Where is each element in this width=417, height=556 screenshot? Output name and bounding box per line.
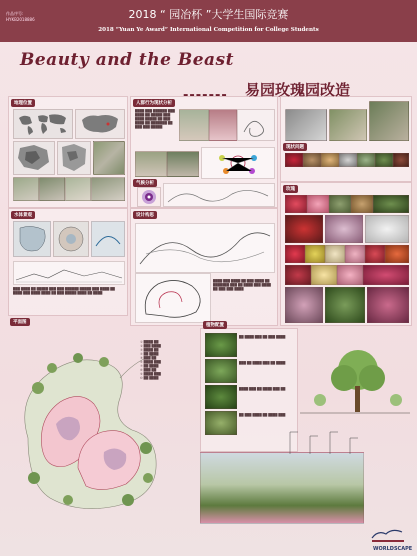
rose-sketch — [237, 109, 275, 141]
tree-illustration — [300, 340, 410, 426]
plant-photo-3 — [205, 385, 237, 409]
water-section-sketch — [13, 261, 125, 285]
flower-thumb-5 — [357, 153, 375, 167]
rose-photo-4 — [351, 195, 373, 213]
site-photo-5 — [329, 109, 367, 141]
people-photo-2 — [167, 151, 199, 177]
path-photo — [179, 109, 209, 141]
section-label-rose: 玫瑰 — [283, 185, 298, 193]
rose-photo-20 — [325, 287, 365, 323]
site-photo-4 — [91, 177, 125, 201]
water-text: ███ ████ ██ █████ ███ ███ ██████ █████ ███ ████ ██ ████ ███ ████ ████ ██ ███ █████ ████ ██ ████ — [13, 287, 115, 295]
rose-photo-3 — [329, 195, 351, 213]
water-diagram-3 — [91, 221, 125, 257]
rose-photo-13 — [365, 245, 385, 263]
flower-thumb-6 — [375, 153, 393, 167]
entry-id-label: 作品序号: — [6, 11, 24, 16]
flower-thumb-7 — [393, 153, 409, 167]
site-photo-1 — [13, 177, 39, 201]
title-dashes: ------- — [183, 88, 228, 103]
climate-sketch — [163, 183, 275, 207]
rose-photo-10 — [305, 245, 325, 263]
perspective-rendering — [200, 452, 364, 524]
section-label-concept: 设计构思 — [133, 211, 157, 219]
plant-text-3: ████ ███ ██ ████ ███ ██ — [239, 387, 286, 391]
rose-photo-6 — [285, 215, 323, 243]
poster-title-cn: 易园玫瑰园改造 — [245, 81, 351, 99]
rose-photo-19 — [285, 287, 323, 323]
water-diagram-1 — [13, 221, 51, 257]
rose-photo-14 — [385, 245, 409, 263]
site-photo-2 — [39, 177, 65, 201]
plant-text-4: ██ ███ ████ ██ ████ ███ — [239, 413, 286, 417]
site-photo-3 — [65, 177, 91, 201]
concept-sketch-plan — [135, 273, 211, 323]
rose-photo-7 — [325, 215, 363, 243]
climate-wheel — [137, 187, 161, 207]
plant-photo-2 — [205, 359, 237, 383]
rose-photo-12 — [345, 245, 365, 263]
analysis-panel — [130, 96, 278, 208]
section-label-location: 地理位置 — [11, 99, 35, 107]
province-map — [13, 141, 55, 175]
plant-photo-4 — [205, 411, 237, 435]
flower-thumb-2 — [303, 153, 321, 167]
flower-thumb-3 — [321, 153, 339, 167]
rose-photo-1 — [285, 195, 307, 213]
behavior-diagram — [201, 147, 275, 179]
rose-photo-16 — [311, 265, 337, 285]
rose-panel — [280, 182, 412, 326]
site-photo-6 — [369, 101, 409, 141]
flower-thumb-1 — [285, 153, 303, 167]
analysis-text: ████ ███ ██████ ███ ████ ██ █████ ███ ████ █████ ██ ███ ████ ██ ███████ ██ ███ ███ █████ — [135, 109, 175, 129]
section-label-plants: 植物配置 — [203, 321, 227, 329]
plant-text-1: ██ ████ ███ ██ ███ ████ — [239, 335, 286, 339]
section-label-current: 现状问题 — [283, 143, 307, 151]
water-diagram-2 — [53, 221, 89, 257]
rose-photo-5 — [373, 195, 409, 213]
terrain-model — [285, 109, 327, 141]
plant-text-2: ███ ██ ████ ███ ██ ████ — [239, 361, 286, 365]
entry-id: HYKB2018886 — [6, 17, 35, 22]
worldscape-wordmark: WORLDSCAPE — [373, 546, 413, 552]
concept-sketch-curves — [135, 223, 275, 273]
rose-photo-15 — [285, 265, 311, 285]
competition-title: 2018 “ 园冶杯 ”大学生国际竞赛 — [128, 8, 289, 21]
water-panel — [8, 208, 128, 316]
rose-photo-8 — [365, 215, 409, 243]
city-map — [57, 141, 91, 175]
poster-title-en: Beauty and the Beast — [20, 50, 234, 70]
site-aerial-photo — [93, 141, 125, 175]
section-label-analysis: 人群行为现状分析 — [133, 99, 175, 107]
competition-subtitle: 2018 “Yuan Ye Award” International Competition for College Students — [98, 27, 319, 33]
rose-photo-11 — [325, 245, 345, 263]
rose-photo-9 — [285, 245, 305, 263]
plan-legend: ① ████ ██ ② ███ ████ ③ ████ ██ ④ ██ ████ ⑤ ███ ██ ⑥ ████ ███ ⑦ ██ ████ ⑧ ███ ██ ⑨ ████ ███ ⑩ ██ ████ — [140, 340, 161, 380]
section-label-climate: 气候分析 — [133, 179, 157, 187]
people-photo-1 — [135, 151, 167, 177]
rose-photo-2 — [307, 195, 329, 213]
current-panel — [280, 96, 412, 182]
china-map — [75, 109, 125, 139]
flower-thumb-4 — [339, 153, 357, 167]
rose-photo-21 — [367, 287, 409, 323]
header-bar — [0, 0, 417, 42]
section-annotations — [280, 428, 362, 456]
world-map — [13, 109, 73, 139]
section-label-plan: 平面图 — [10, 318, 30, 326]
location-panel — [8, 96, 128, 208]
rose-photo-17 — [337, 265, 363, 285]
garden-photo — [209, 109, 237, 141]
rose-photo-18 — [363, 265, 409, 285]
concept-panel — [130, 208, 278, 326]
plant-photo-1 — [205, 333, 237, 357]
concept-text: ████ ███ ████ ██ ███ ████ ██ ███████ ███ ██ ████ ███ ████ ██ ███ ███ ████ — [213, 279, 271, 291]
section-label-water: 水体景观 — [11, 211, 35, 219]
